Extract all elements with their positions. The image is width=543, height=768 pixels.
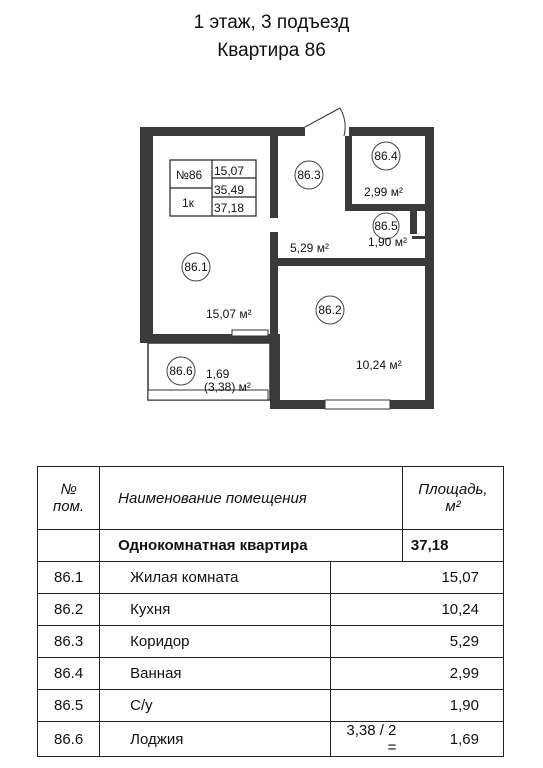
table-row: 86.2 Кухня 10,24 xyxy=(38,594,504,626)
svg-text:86.5: 86.5 xyxy=(374,219,398,233)
rooms-table xyxy=(37,466,504,757)
room-area: 2,99 м² xyxy=(364,185,403,199)
apartment-title: Квартира 86 xyxy=(217,40,326,61)
table-header xyxy=(38,467,504,530)
room-86-5 xyxy=(368,213,407,249)
table-total-row xyxy=(38,530,504,562)
svg-text:86.2: 86.2 xyxy=(318,303,342,317)
floor-entrance-title: 1 этаж, 3 подъезд xyxy=(193,12,350,33)
apartment-info-box xyxy=(170,160,256,216)
entrance-door xyxy=(305,108,345,136)
room-area: 15,07 м² xyxy=(206,307,252,321)
room-area: 5,29 м² xyxy=(290,241,329,255)
svg-text:86.1: 86.1 xyxy=(184,260,208,274)
table-row: 86.4 Ванная 2,99 xyxy=(38,658,504,690)
info-total-area: 35,49 xyxy=(214,183,245,197)
info-living-area: 15,07 xyxy=(214,164,245,178)
room-86-1 xyxy=(182,253,252,321)
info-apt-number: №86 xyxy=(176,168,203,182)
room-86-2 xyxy=(316,296,402,372)
table-row: 86.6 Лоджия 3,38 / 2 = 1,69 xyxy=(38,722,504,757)
table-row: 86.5 С/у 1,90 xyxy=(38,690,504,722)
room-area-full: (3,38) м² xyxy=(204,380,251,394)
svg-text:86.6: 86.6 xyxy=(169,364,193,378)
header-num: № пом. xyxy=(38,467,100,530)
info-total-with-loggia: 37,18 xyxy=(214,201,245,215)
total-area: 37,18 xyxy=(402,530,503,562)
room-86-6 xyxy=(167,357,251,394)
room-86-4 xyxy=(364,142,403,199)
table-row: 86.1 Жилая комната 15,07 xyxy=(38,562,504,594)
header-name: Наименование помещения xyxy=(100,467,403,530)
total-name: Однокомнатная квартира xyxy=(100,530,403,562)
room-area: 1,69 xyxy=(206,367,230,381)
room-area: 10,24 м² xyxy=(356,358,402,372)
info-rooms: 1к xyxy=(182,196,194,210)
svg-text:86.3: 86.3 xyxy=(297,168,321,182)
table-row: 86.3 Коридор 5,29 xyxy=(38,626,504,658)
svg-text:86.4: 86.4 xyxy=(374,149,398,163)
room-86-3 xyxy=(290,161,329,255)
header-area: Площадь, м² xyxy=(402,467,503,530)
room-area: 1,90 м² xyxy=(368,235,407,249)
